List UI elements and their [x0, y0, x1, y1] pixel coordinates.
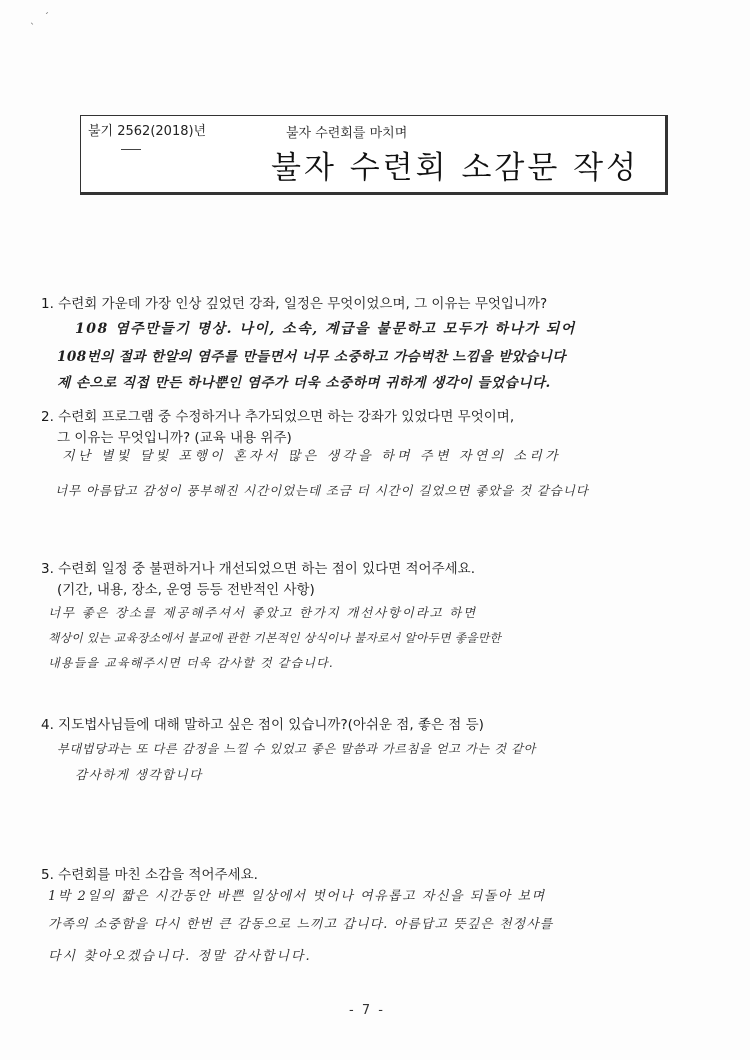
scan-speck: ˊ	[44, 12, 49, 23]
answer-1-line-3: 제 손으로 직접 만든 하나뿐인 염주가 더욱 소중하며 귀하게 생각이 들었습니다.	[57, 375, 551, 391]
answer-5-line-2: 가족의 소중함을 다시 한번 큰 감동으로 느끼고 갑니다. 아름답고 뜻깊은 천정사를	[48, 917, 554, 932]
question-3-line-1: 3. 수련회 일정 중 불편하거나 개선되었으면 하는 점이 있다면 적어주세요.	[41, 561, 475, 577]
header-subtitle: 불자 수련회를 마치며	[286, 126, 408, 141]
answer-1-line-1: 108 염주만들기 명상. 나이, 소속, 계급을 불문하고 모두가 하나가 되어	[75, 321, 576, 337]
answer-1-line-2: 108번의 절과 한알의 염주를 만들면서 너무 소중하고 가슴벅찬 느낌을 받았습니다	[57, 349, 566, 365]
answer-3-line-3: 내용들을 교육해주시면 더욱 감사할 것 같습니다.	[48, 656, 334, 670]
question-2-line-1: 2. 수련회 프로그램 중 수정하거나 추가되었으면 하는 강좌가 있었다면 무엇이며,	[41, 409, 515, 425]
header-dash	[121, 149, 141, 150]
header-box	[80, 115, 668, 195]
page-number: - 7 -	[349, 1003, 385, 1018]
answer-2-line-1: 지난 별빛 달빛 포행이 혼자서 많은 생각을 하며 주변 자연의 소리가	[62, 449, 561, 464]
answer-4-line-1: 부대법당과는 또 다른 감정을 느낄 수 있었고 좋은 말씀과 가르침을 얻고 가는 것 같아	[57, 742, 536, 756]
answer-5-line-1: 1박 2일의 짧은 시간동안 바쁜 일상에서 벗어나 여유롭고 자신을 되돌아 보며	[48, 889, 546, 904]
question-5: 5. 수련회를 마친 소감을 적어주세요.	[41, 867, 258, 883]
answer-3-line-1: 너무 좋은 장소를 제공해주셔서 좋았고 한가지 개선사항이라고 하면	[48, 605, 477, 620]
scan-speck: ˎ	[30, 14, 35, 25]
answer-3-line-2: 책상이 있는 교육장소에서 불교에 관한 기본적인 상식이나 불자로서 알아두면 좋을만한	[48, 631, 501, 645]
question-1: 1. 수련회 가운데 가장 인상 깊었던 강좌, 일정은 무엇이었으며, 그 이유는 무엇입니까?	[41, 296, 548, 312]
answer-2-line-2: 너무 아름답고 감성이 풍부해진 시간이었는데 조금 더 시간이 길었으면 좋았을 것 같습니다	[55, 483, 589, 498]
page-title: 불자 수련회 소감문 작성	[271, 150, 640, 186]
year-label: 불기 2562(2018)년	[88, 124, 207, 139]
answer-5-line-3: 다시 찾아오겠습니다. 정말 감사합니다.	[48, 949, 312, 964]
question-4: 4. 지도법사님들에 대해 말하고 싶은 점이 있습니까?(아쉬운 점, 좋은 점 등)	[41, 717, 484, 733]
question-3-line-2: (기간, 내용, 장소, 운영 등등 전반적인 사항)	[57, 582, 315, 598]
answer-4-line-2: 감사하게 생각합니다	[75, 767, 203, 782]
question-2-line-2: 그 이유는 무엇입니까? (교육 내용 위주)	[57, 430, 292, 446]
